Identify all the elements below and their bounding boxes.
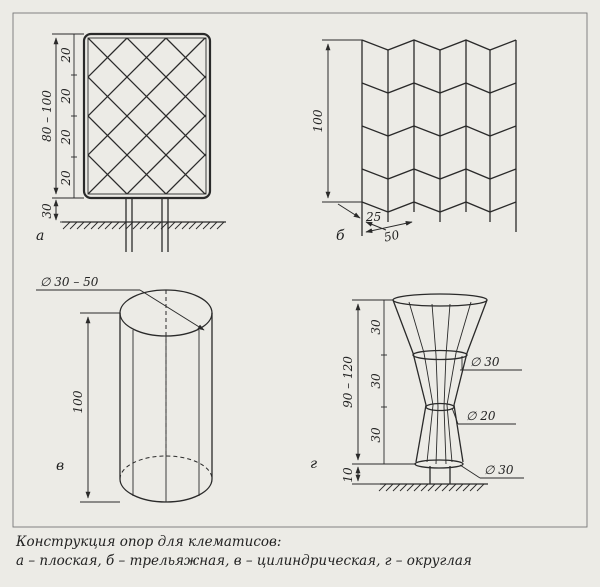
panel-v xyxy=(36,275,212,502)
panel-b-dim-small: 25 xyxy=(366,210,382,224)
panel-a-dim-post: 30 xyxy=(40,203,54,219)
panel-v-dim-height: 100 xyxy=(71,390,85,414)
panel-b xyxy=(311,40,516,245)
panel-b-dim-height: 100 xyxy=(311,109,325,133)
panel-a-dim-total: 80 – 100 xyxy=(40,90,54,142)
panel-g xyxy=(310,294,524,491)
panel-g-diam-top: ∅ 30 xyxy=(470,355,500,369)
panel-g-ground-hatch xyxy=(379,484,484,491)
panel-g-dim-section-1: 30 xyxy=(369,319,383,335)
panel-a-lattice xyxy=(0,38,600,208)
panel-g-top-ring xyxy=(393,294,487,306)
panel-a xyxy=(0,34,600,252)
caption-line-2: а – плоская, б – трельяжная, в – цилиндрическая, г – округлая xyxy=(16,553,472,569)
panel-g-dim-total: 90 – 120 xyxy=(341,356,355,408)
panel-b-label: б xyxy=(336,228,345,244)
panel-g-dim-section-3: 30 xyxy=(369,427,383,443)
caption-line-1: Конструкция опор для клематисов: xyxy=(16,534,282,550)
panel-a-dim-inner-2: 20 xyxy=(59,88,73,104)
panel-a-label: а xyxy=(36,228,45,244)
figure-caption xyxy=(16,533,472,571)
panel-a-dim-inner-4: 20 xyxy=(59,170,73,186)
panel-a-dim-inner-1: 20 xyxy=(59,47,73,63)
panel-g-dim-section-2: 30 xyxy=(369,373,383,389)
figure-frame xyxy=(13,13,587,527)
panel-g-dim-base: 10 xyxy=(341,467,355,483)
panel-g-diam-bottom: ∅ 30 xyxy=(484,463,514,477)
panel-a-ground-hatch xyxy=(63,222,224,229)
panel-g-label: г xyxy=(310,456,318,472)
panel-b-dim-large: 50 xyxy=(382,227,401,245)
panel-g-diam-mid: ∅ 20 xyxy=(466,409,496,423)
panel-a-dim-inner-3: 20 xyxy=(59,129,73,145)
panel-v-dim-diameter: ∅ 30 – 50 xyxy=(40,275,99,289)
panel-v-label: в xyxy=(56,458,65,474)
